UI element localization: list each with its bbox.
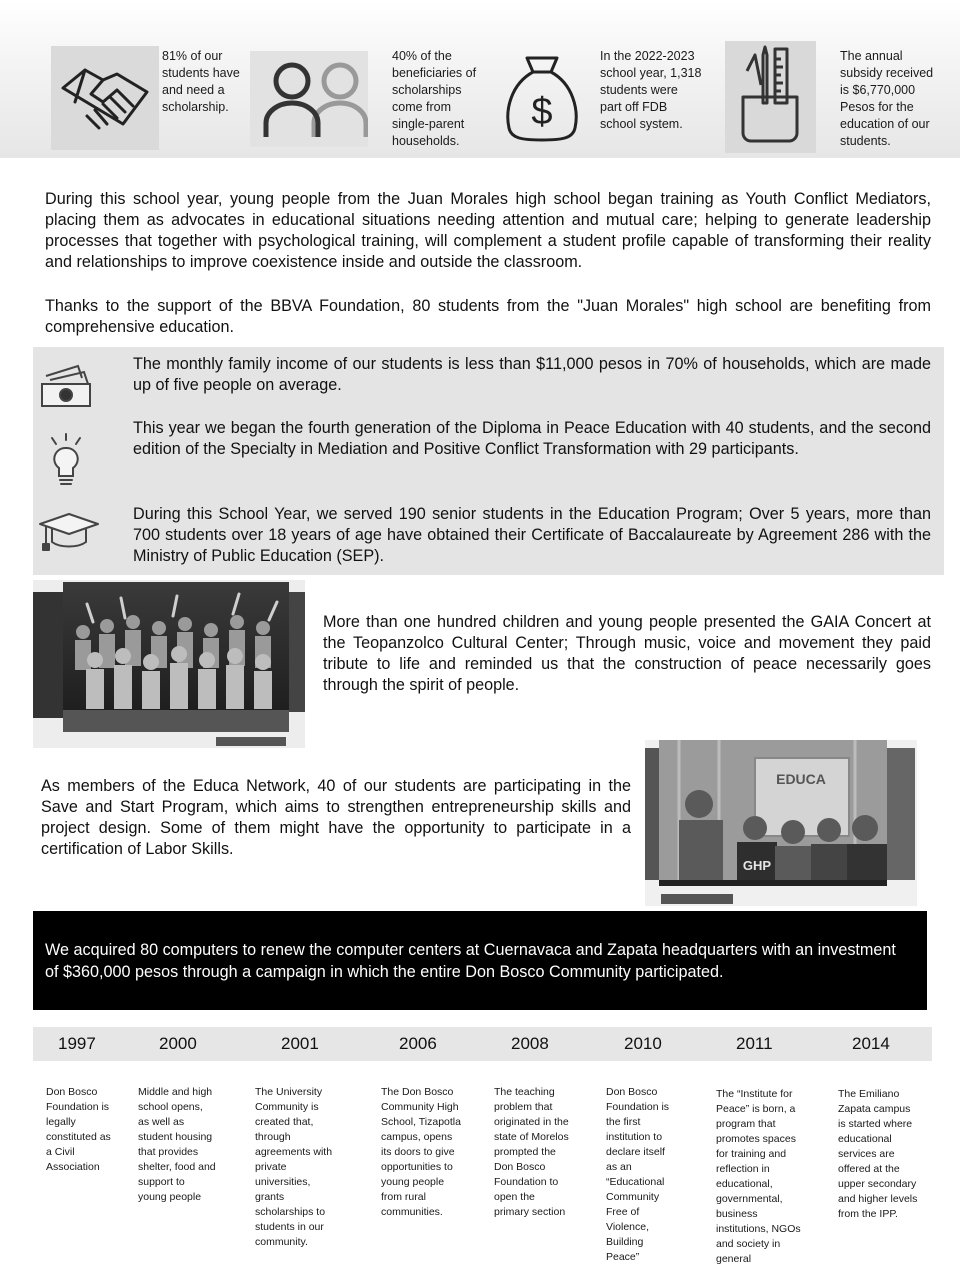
computers-callout (33, 911, 927, 1010)
svg-text:$: $ (531, 91, 553, 133)
timeline-description: The “Institute for Peace” is born, a program that promotes spaces for training and reflection in educational, governmental, business institutions, NGOs and society in general (716, 1088, 801, 1265)
timeline-description: Middle and high school opens, as well as student housing that provides shelter, food and support to young people (138, 1086, 216, 1203)
timeline-year: 2008 (511, 1034, 549, 1053)
computers-text: We acquired 80 computers to renew the computer centers at Cuernavaca and Zapata headquarters with an investment of $360,000 pesos through a campaign in which the entire Don Bosco Community participated. (45, 941, 896, 981)
timeline-year: 2001 (281, 1034, 319, 1053)
gaia-concert-photo (33, 580, 305, 748)
handshake-icon (51, 46, 159, 150)
intro-paragraph-bbva: Thanks to the support of the BBVA Foundation, 80 students from the "Juan Morales" high school are benefiting from comprehensive education. (45, 297, 931, 336)
panel-diploma-text: This year we began the fourth generation of the Diploma in Peace Education with 40 students, and the second edition of the Specialty in Mediation and Positive Conflict Transformation with 29 participants. (133, 419, 931, 458)
educa-group-photo (645, 740, 917, 906)
timeline-description: The Emiliano Zapata campus is started where educational services are offered at the upper secondary and higher levels from the IPP. (838, 1088, 918, 1220)
money-bag-icon (497, 50, 587, 146)
timeline-year: 2014 (852, 1034, 890, 1053)
intro-paragraph-mediators: During this school year, young people from the Juan Morales high school began training as Youth Conflict Mediators, placing them as advocates in educational situations needing attention and mutual care; helping to generate leadership processes that together with psychological training, will complement a student profile capable of transforming their reality and relationships to improve coexistence inside and outside the classroom. (45, 190, 931, 271)
gaia-concert-text: More than one hundred children and young people presented the GAIA Concert at the Teopanzolco Cultural Center; Through music, voice and movement they paid tribute to life and reminded us that the construction of peace necessarily goes through the spirit of people. (323, 613, 931, 694)
timeline-year: 2006 (399, 1034, 437, 1053)
stat-scholarship-text: 81% of our students have and need a scholarship. (162, 49, 240, 114)
timeline-description: The Don Bosco Community High School, Tizapotla campus, opens its doors to give opportunities to young people from rural communities. (381, 1086, 461, 1218)
lightbulb-icon (46, 432, 86, 490)
shirt-logo-text: GHP (742, 858, 772, 873)
stat-subsidy-text: The annual subsidy received is $6,770,000 Pesos for the education of our students. (840, 49, 934, 148)
timeline-year: 2011 (736, 1034, 773, 1053)
stat-single-parent-text: 40% of the beneficiaries of scholarships come from single-parent households. (392, 49, 477, 148)
timeline-year: 2010 (624, 1034, 662, 1053)
timeline-year: 2000 (159, 1034, 197, 1053)
timeline-description: Don Bosco Foundation is legally constituted as a Civil Association (46, 1086, 111, 1173)
educa-banner-text: EDUCA (776, 771, 826, 787)
stat-students-text: In the 2022-2023 school year, 1,318 students were part off FDB school system. (600, 49, 702, 131)
timeline-description: Don Bosco Foundation is the first institution to declare itself as an “Educational Community Free of Violence, Building Peace” (606, 1086, 670, 1263)
panel-income-text: The monthly family income of our students is less than $11,000 pesos in 70% of households, which are made up of five people on average. (133, 355, 931, 394)
panel-education-program-text: During this School Year, we served 190 senior students in the Education Program; Over 5 years, more than 700 students over 18 years of age have obtained their Certificate of Baccalaureate by Agreement 286 with the Ministry of Public Education (SEP). (133, 505, 931, 565)
people-icon (250, 51, 368, 147)
graduation-cap-icon (36, 510, 102, 554)
timeline-description: The University Community is created that, through agreements with private universities, grants scholarships to students in our community. (255, 1086, 333, 1248)
pencil-cup-icon (725, 41, 816, 153)
banknotes-icon (38, 360, 96, 412)
educa-network-text: As members of the Educa Network, 40 of our students are participating in the Save and Start Program, which aims to strengthen entrepreneurship skills and project design. Some of them might have the opportunity to participate in a certification of Labor Skills. (41, 777, 631, 858)
timeline-description: The teaching problem that originated in the state of Morelos prompted the Don Bosco Foundation to open the primary section (494, 1086, 569, 1218)
timeline-year: 1997 (58, 1034, 96, 1053)
